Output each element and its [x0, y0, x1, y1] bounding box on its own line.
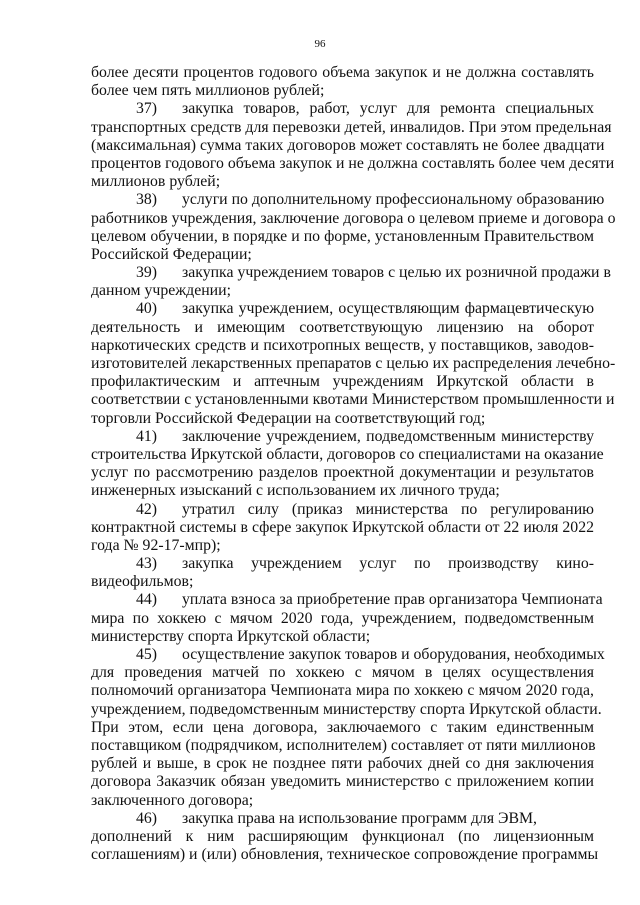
- text-line: мира по хоккею с мячом 2020 года, учреждением, подведомственным: [91, 609, 594, 627]
- list-item-line: [91, 100, 594, 118]
- text-line: профилактическим и аптечным учреждениям Иркутской области в: [91, 373, 594, 391]
- text-line: услуг по рассмотрению разделов проектной документации и результатов: [91, 464, 594, 482]
- text-line: данном учреждении;: [91, 282, 231, 300]
- text-line: поставщиком (подрядчиком, исполнителем) составляет от пяти миллионов: [91, 736, 596, 754]
- page-number: 96: [314, 38, 326, 50]
- text-line: изготовителей лекарственных препаратов с целью их распределения лечебно-: [91, 355, 616, 372]
- text-line: более чем пять миллионов рублей;: [91, 82, 325, 100]
- list-item-number: 42): [136, 500, 158, 518]
- text-line: для проведения матчей по хоккею с мячом в целях осуществления: [91, 664, 594, 682]
- list-item-text: закупка учреждением товаров с целью их розничной продажи в: [182, 264, 611, 282]
- list-item-number: 46): [136, 809, 158, 827]
- text-line: видеофильмов;: [91, 573, 194, 591]
- list-item-number: 40): [136, 300, 158, 318]
- text-line: наркотических средств и психотропных веществ, у поставщиков, заводов-: [91, 336, 594, 354]
- list-item-line: [91, 810, 594, 828]
- text-line: (максимальная) сумма таких договоров может составлять не более двадцати: [91, 136, 605, 154]
- text-line: соответствии с установленными квотами Министерством промышленности и: [91, 391, 615, 409]
- text-line: Российской Федерации;: [91, 245, 252, 263]
- list-item-text: закупка товаров, работ, услуг для ремонта специальных: [182, 100, 594, 118]
- list-item-line: [91, 428, 594, 446]
- text-line: министерству спорта Иркутской области;: [91, 627, 371, 645]
- list-item-number: 38): [136, 191, 158, 209]
- list-item-line: [91, 191, 605, 209]
- list-item-text: закупка права на использование программ для ЭВМ,: [182, 809, 537, 827]
- text-line: года № 92-17-мпр);: [91, 536, 221, 554]
- text-line: инженерных изысканий с использованием их личного труда;: [91, 482, 500, 500]
- text-line: дополнений к ним расширяющим функционал (по лицензионным: [91, 827, 594, 845]
- text-line: процентов годового объема закупок и не должна составлять более чем десяти: [91, 154, 615, 172]
- list-item-text: услуги по дополнительному профессиональному образованию: [182, 191, 605, 209]
- list-item-number: 43): [136, 555, 158, 573]
- list-item-line: [91, 591, 603, 609]
- text-line: целевом обучении, в порядке и по форме, установленным Правительством: [91, 227, 594, 245]
- text-line: строительства Иркутской области, договоров со специалистами на оказание: [91, 445, 604, 463]
- text-line: полномочий организатора Чемпионата мира по хоккею с мячом 2020 года,: [91, 682, 594, 700]
- text-line: учреждением, подведомственным министерству спорта Иркутской области.: [91, 700, 602, 718]
- list-item-text: уплата взноса за приобретение прав организатора Чемпионата: [182, 591, 603, 609]
- text-line: торговли Российской Федерации на соответствующий год;: [91, 409, 486, 427]
- list-item-text: осуществление закупок товаров и оборудования, необходимых: [182, 646, 605, 663]
- list-item-text: закупка учреждением, осуществляющим фармацевтическую: [182, 300, 594, 318]
- list-item-number: 37): [136, 100, 158, 118]
- list-item-line: [91, 300, 594, 318]
- text-line: рублей и выше, в срок не позднее пяти рабочих дней со дня заключения: [91, 755, 594, 773]
- list-item-line: [91, 264, 611, 282]
- text-line: работников учреждения, заключение договора о целевом приеме и договора о: [91, 209, 616, 227]
- text-line: транспортных средств для перевозки детей, инвалидов. При этом предельная: [91, 118, 612, 136]
- text-line: договора Заказчик обязан уведомить министерство с приложением копии: [91, 773, 594, 791]
- list-item-number: 41): [136, 427, 158, 445]
- list-item-text: заключение учреждением, подведомственным министерству: [182, 427, 594, 445]
- list-item-text: закупка учреждением услуг по производству кино-: [182, 555, 594, 573]
- text-line: соглашениям) и (или) обновления, техническое сопровождение программы: [91, 846, 599, 864]
- list-item-line: [91, 646, 605, 664]
- text-line: миллионов рублей;: [91, 173, 221, 191]
- list-item-number: 44): [136, 591, 158, 609]
- text-line: При этом, если цена договора, заключаемого с таким единственным: [91, 718, 594, 736]
- list-item-line: [91, 555, 594, 573]
- list-item-text: утратил силу (приказ министерства по регулированию: [182, 500, 594, 518]
- list-item-number: 45): [136, 646, 158, 663]
- text-line: деятельность и имеющим соответствующую лицензию на оборот: [91, 318, 594, 336]
- text-line: контрактной системы в сфере закупок Иркутской области от 22 июля 2022: [91, 518, 594, 536]
- text-line: более десяти процентов годового объема закупок и не должна составлять: [91, 64, 594, 81]
- list-item-line: [91, 501, 594, 519]
- list-item-number: 39): [136, 264, 158, 282]
- document-body: [91, 64, 616, 864]
- text-line: заключенного договора;: [91, 791, 254, 809]
